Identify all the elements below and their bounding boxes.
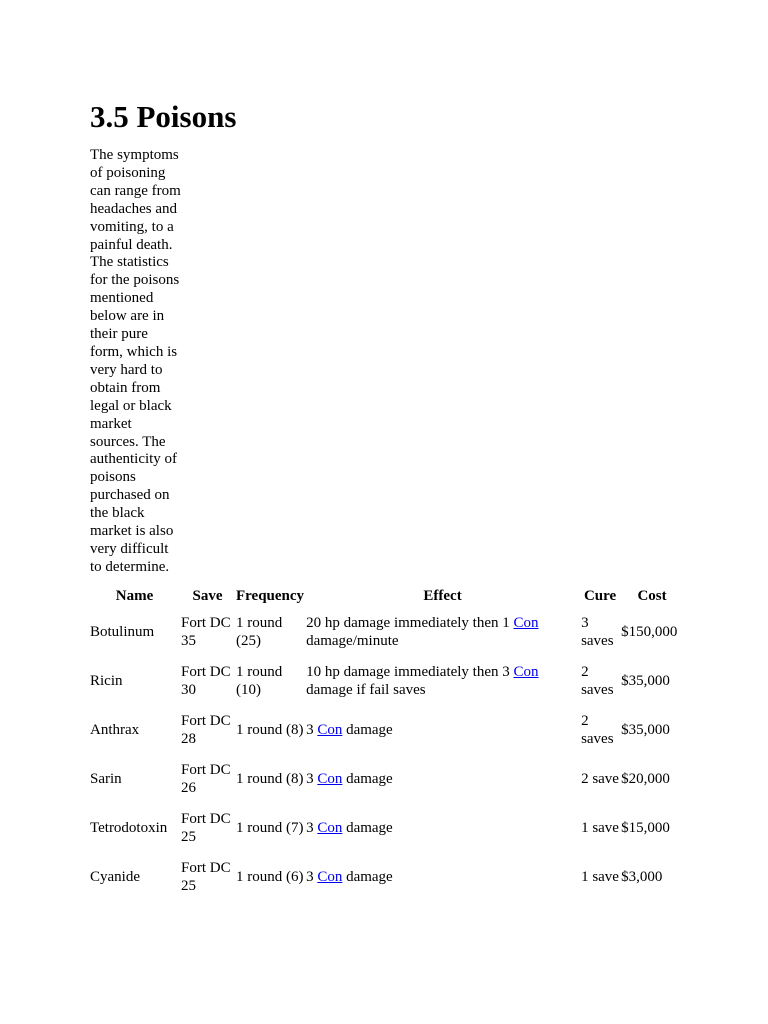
header-save: Save	[192, 587, 223, 604]
effect-text: damage	[342, 722, 393, 739]
effect-text: 3	[306, 771, 318, 788]
cell-effect	[306, 609, 579, 656]
con-link[interactable]: Con	[317, 722, 343, 739]
cell-cost: $3,000	[621, 869, 663, 886]
cell-frequency: 1 round (8)	[236, 771, 304, 788]
page-title: 3.5 Poisons	[90, 99, 237, 134]
effect-text: 20 hp damage immediately then 1	[306, 615, 514, 632]
cell-name: Cyanide	[90, 869, 140, 886]
cell-cost: $15,000	[621, 820, 670, 837]
cell-name: Ricin	[90, 673, 123, 690]
table-row	[90, 609, 683, 656]
cell-save: Fort DC 25	[181, 860, 231, 895]
con-link[interactable]: Con	[513, 615, 539, 632]
cell-effect	[306, 756, 579, 803]
cell-name: Sarin	[90, 771, 122, 788]
poisons-table	[88, 583, 685, 903]
effect-text: damage	[342, 820, 393, 837]
cell-effect	[306, 854, 579, 901]
intro-paragraph: The symptoms of poisoning can range from headaches and vomiting, to a painful death. The statistics for the poisons mentioned below are in their pure form, which is very hard to obtain from legal or black market sources. The authenticity of poisons purchased on the black market is also very difficult to determine.	[90, 147, 181, 575]
cell-cure: 2 save	[581, 771, 619, 788]
cell-save: Fort DC 30	[181, 664, 231, 699]
header-cure: Cure	[583, 587, 617, 604]
cell-effect	[306, 707, 579, 754]
table-row	[90, 707, 683, 754]
cell-cure: 2 saves	[581, 664, 614, 699]
table-row	[90, 658, 683, 705]
effect-text: damage	[342, 771, 393, 788]
cell-cost: $35,000	[621, 722, 670, 739]
cell-name: Tetrodotoxin	[90, 820, 168, 837]
effect-text: 3	[306, 869, 318, 886]
cell-effect	[306, 805, 579, 852]
effect-text: damage	[342, 869, 393, 886]
cell-save: Fort DC 35	[181, 615, 231, 650]
table-row	[90, 805, 683, 852]
cell-cure: 3 saves	[581, 615, 614, 650]
cell-effect	[306, 658, 579, 705]
cell-frequency: 1 round (25)	[236, 615, 283, 650]
cell-cost: $20,000	[621, 771, 670, 788]
cell-name: Anthrax	[90, 722, 140, 739]
cell-save: Fort DC 25	[181, 811, 231, 846]
document-page	[90, 97, 690, 903]
cell-cost: $35,000	[621, 673, 670, 690]
effect-text: damage if fail saves	[306, 682, 426, 699]
header-name: Name	[115, 587, 154, 604]
cell-frequency: 1 round (6)	[236, 869, 304, 886]
con-link[interactable]: Con	[317, 869, 343, 886]
cell-name: Botulinum	[90, 624, 155, 641]
effect-text: 3	[306, 722, 318, 739]
cell-frequency: 1 round (10)	[236, 664, 283, 699]
table-row	[90, 756, 683, 803]
table-header-row	[90, 585, 683, 607]
con-link[interactable]: Con	[513, 664, 539, 681]
header-frequency: Frequency	[236, 587, 305, 604]
cell-cure: 1 save	[581, 869, 619, 886]
effect-text: 10 hp damage immediately then 3	[306, 664, 514, 681]
cell-frequency: 1 round (7)	[236, 820, 304, 837]
cell-frequency: 1 round (8)	[236, 722, 304, 739]
cell-cure: 2 saves	[581, 713, 614, 748]
header-cost: Cost	[637, 587, 667, 604]
cell-cost: $150,000	[621, 624, 678, 641]
cell-cure: 1 save	[581, 820, 619, 837]
header-effect: Effect	[423, 587, 462, 604]
con-link[interactable]: Con	[317, 771, 343, 788]
cell-save: Fort DC 26	[181, 762, 231, 797]
cell-save: Fort DC 28	[181, 713, 231, 748]
table-row	[90, 854, 683, 901]
effect-text: 3	[306, 820, 318, 837]
effect-text: damage/minute	[306, 633, 399, 650]
con-link[interactable]: Con	[317, 820, 343, 837]
